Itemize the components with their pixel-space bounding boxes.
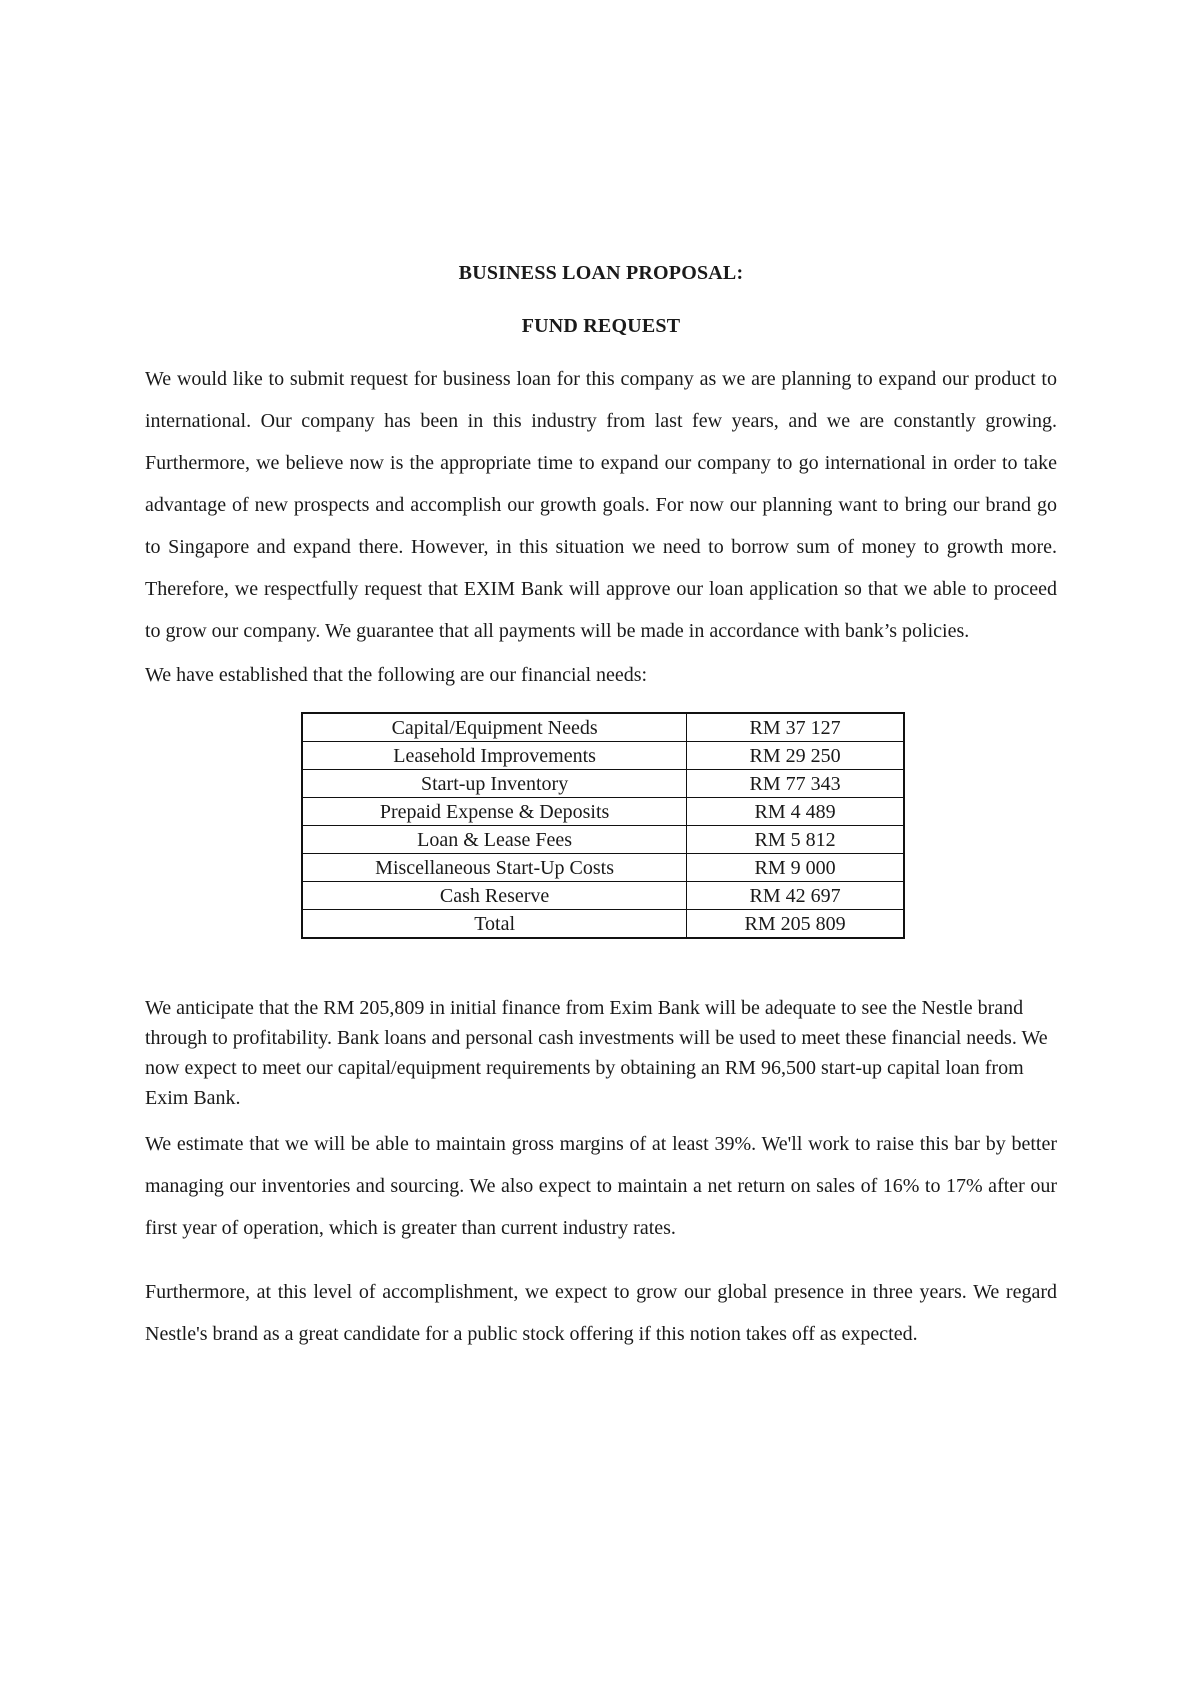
needs-total-amount-cell: RM 205 809 (687, 910, 904, 939)
needs-item-cell: Loan & Lease Fees (302, 826, 687, 854)
needs-amount-cell: RM 4 489 (687, 798, 904, 826)
paragraph-fund-request: We would like to submit request for business loan for this company as we are planning to expand our product to international. Our company has been in this industry from last few years, and we are constantly growing. Furthermore, we believe now is the appropriate time to expand our company to go international in order to take advantage of new prospects and accomplish our growth goals. For now our planning want to bring our brand go to Singapore and expand there. However, in this situation we need to borrow sum of money to growth more. Therefore, we respectfully request that EXIM Bank will approve our loan application so that we able to proceed to grow our company. We guarantee that all payments will be made in accordance with bank’s policies. (145, 368, 1057, 642)
table-row (302, 798, 904, 826)
paragraph-gross-margins: We estimate that we will be able to maintain gross margins of at least 39%. We'll work to raise this bar by better managing our inventories and sourcing. We also expect to maintain a net return on sales of 16% to 17% after our first year of operation, which is greater than current industry rates. (145, 1133, 1057, 1239)
needs-item-cell: Leasehold Improvements (302, 742, 687, 770)
needs-amount-cell: RM 5 812 (687, 826, 904, 854)
table-row (302, 854, 904, 882)
needs-item-cell: Capital/Equipment Needs (302, 713, 687, 742)
table-row (302, 770, 904, 798)
needs-total-label-cell: Total (302, 910, 687, 939)
financial-needs-table-wrap (301, 712, 905, 939)
table-row (302, 826, 904, 854)
document-subtitle: FUND REQUEST (521, 315, 681, 337)
table-row (302, 713, 904, 742)
needs-item-cell: Prepaid Expense & Deposits (302, 798, 687, 826)
document-title: BUSINESS LOAN PROPOSAL: (458, 262, 744, 284)
financial-needs-intro: We have established that the following are our financial needs: (145, 664, 648, 686)
table-row (302, 882, 904, 910)
needs-amount-cell: RM 29 250 (687, 742, 904, 770)
paragraph-anticipated-finance: We anticipate that the RM 205,809 in initial finance from Exim Bank will be adequate to see the Nestle brand through to profitability. Bank loans and personal cash investments will be used to meet these financial needs. We now expect to meet our capital/equipment requirements by obtaining an RM 96,500 start-up capital loan from Exim Bank. (145, 997, 1048, 1109)
needs-amount-cell: RM 77 343 (687, 770, 904, 798)
paragraph-global-presence: Furthermore, at this level of accomplishment, we expect to grow our global presence in three years. We regard Nestle's brand as a great candidate for a public stock offering if this notion takes off as expected. (145, 1281, 1057, 1345)
table-row-total (302, 910, 904, 939)
needs-amount-cell: RM 42 697 (687, 882, 904, 910)
needs-item-cell: Miscellaneous Start-Up Costs (302, 854, 687, 882)
needs-item-cell: Cash Reserve (302, 882, 687, 910)
needs-item-cell: Start-up Inventory (302, 770, 687, 798)
needs-amount-cell: RM 9 000 (687, 854, 904, 882)
financial-needs-table (301, 712, 905, 939)
document-page (145, 262, 1057, 1355)
needs-amount-cell: RM 37 127 (687, 713, 904, 742)
table-row (302, 742, 904, 770)
